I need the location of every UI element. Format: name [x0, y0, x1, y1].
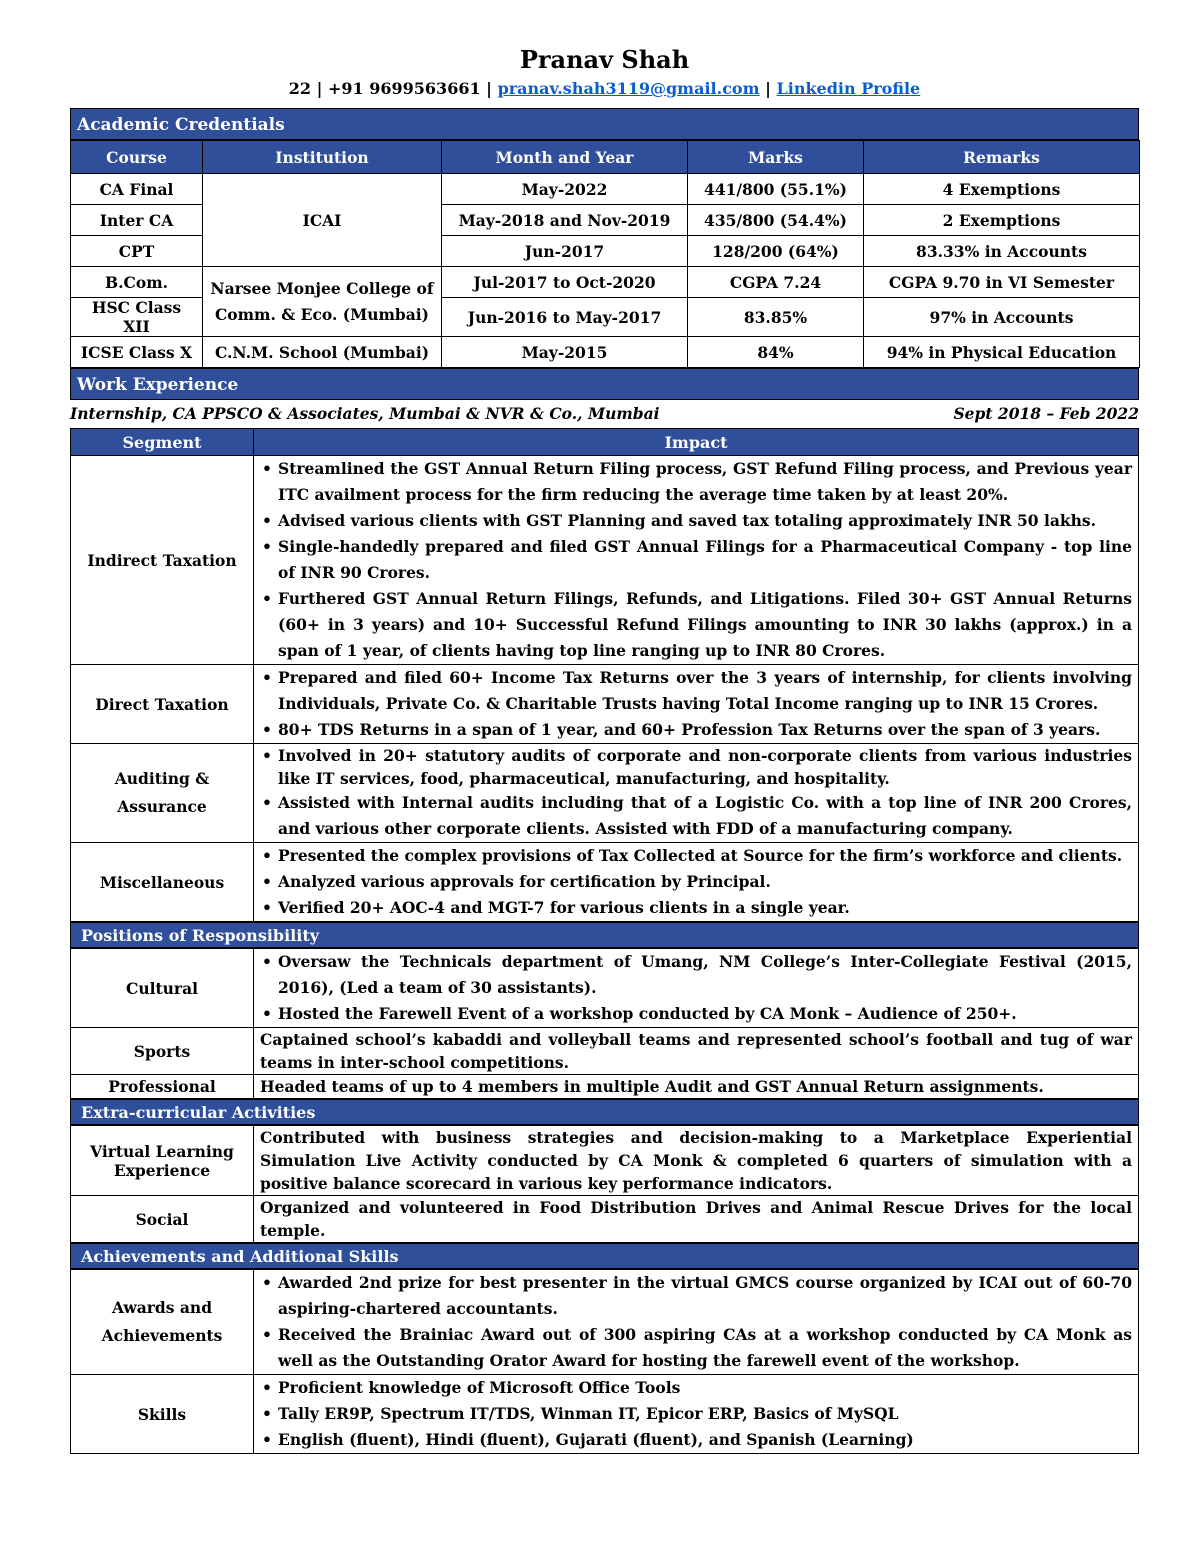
candidate-name: Pranav Shah	[519, 45, 690, 74]
col-impact: Impact	[254, 429, 1139, 456]
table-row	[71, 1375, 1139, 1454]
table-row	[71, 1075, 1139, 1099]
cell-date: Jul-2017 to Oct-2020	[442, 267, 688, 298]
cell-institution: C.N.M. School (Mumbai)	[203, 337, 442, 368]
cell-date: Jun-2017	[442, 236, 688, 267]
table-row	[71, 843, 1139, 922]
col-marks: Marks	[688, 141, 864, 174]
cell-marks: 84%	[688, 337, 864, 368]
list-item: • Assisted with Internal audits including that of a Logistic Co. with a top line of INR 200 Crores, and various other corporate clients. Assisted with FDD of a manufacturing company.	[278, 790, 1132, 842]
table-row	[71, 744, 1139, 843]
linkedin-link[interactable]: Linkedin Profile	[776, 79, 921, 98]
section-work-title: Work Experience	[70, 368, 1139, 400]
position-text: Headed teams of up to 4 members in multiple Audit and GST Annual Return assignments.	[254, 1075, 1139, 1099]
cell-remarks: 83.33% in Accounts	[864, 236, 1140, 267]
list-item: • Advised various clients with GST Planning and saved tax totaling approximately INR 50 lakhs.	[278, 508, 1132, 534]
cell-date: Jun-2016 to May-2017	[442, 298, 688, 337]
position-text: Captained school’s kabaddi and volleyball teams and represented school’s football and tug of war teams in inter-school competitions.	[254, 1028, 1139, 1075]
impact-list	[260, 665, 1132, 743]
segment-label: Social	[71, 1196, 254, 1243]
impact-list	[260, 1375, 1132, 1453]
cell-date: May-2018 and Nov-2019	[442, 205, 688, 236]
cell-course: CPT	[71, 236, 203, 267]
segment-label: Skills	[71, 1375, 254, 1454]
col-remarks: Remarks	[864, 141, 1140, 174]
list-item: • Single-handedly prepared and filed GST Annual Filings for a Pharmaceutical Company - top line of INR 90 Crores.	[278, 534, 1132, 586]
segment-label: Miscellaneous	[71, 843, 254, 922]
segment-label: Direct Taxation	[71, 665, 254, 744]
list-item: • Involved in 20+ statutory audits of corporate and non-corporate clients from various industries like IT services, food, pharmaceutical, manufacturing, and hospitality.	[278, 744, 1132, 790]
segment-label: Sports	[71, 1028, 254, 1075]
table-row	[71, 1028, 1139, 1075]
activity-text: Organized and volunteered in Food Distribution Drives and Animal Rescue Drives for the local temple.	[254, 1196, 1139, 1243]
col-segment: Segment	[71, 429, 254, 456]
cell-remarks: 94% in Physical Education	[864, 337, 1140, 368]
impact-list	[260, 456, 1132, 664]
list-item: • Prepared and filed 60+ Income Tax Returns over the 3 years of internship, for clients involving Individuals, Private Co. & Charitable Trusts having Total Income ranging up to INR 15 Crores.	[278, 665, 1132, 717]
cell-remarks: CGPA 9.70 in VI Semester	[864, 267, 1140, 298]
list-item: • Analyzed various approvals for certification by Principal.	[278, 869, 1132, 895]
cell-marks: CGPA 7.24	[688, 267, 864, 298]
academic-table	[70, 140, 1140, 368]
col-institution: Institution	[203, 141, 442, 174]
impact-list	[260, 843, 1132, 921]
cell-marks: 441/800 (55.1%)	[688, 174, 864, 205]
extra-table	[70, 1125, 1139, 1243]
activity-text: Contributed with business strategies and decision-making to a Marketplace Experiential Simulation Live Activity conducted by CA Monk & completed 6 quarters of simulation with a positive balance scorecard in various key performance indicators.	[254, 1126, 1139, 1196]
section-extra-title: Extra-curricular Activities	[70, 1099, 1139, 1125]
col-month-year: Month and Year	[442, 141, 688, 174]
phone: +91 9699563661	[328, 79, 481, 98]
segment-label: Professional	[71, 1075, 254, 1099]
cell-institution: Narsee Monjee College of Comm. & Eco. (Mumbai)	[203, 267, 442, 337]
list-item: • Awarded 2nd prize for best presenter in the virtual GMCS course organized by ICAI out of 60-70 aspiring-chartered accountants.	[278, 1270, 1132, 1322]
table-row	[71, 337, 1140, 368]
cell-date: May-2015	[442, 337, 688, 368]
list-item: • Tally ER9P, Spectrum IT/TDS, Winman IT, Epicor ERP, Basics of MySQL	[278, 1401, 1132, 1427]
internship-line	[70, 400, 1139, 428]
table-row	[71, 456, 1139, 665]
cell-course: B.Com.	[71, 267, 203, 298]
resume-page	[70, 42, 1139, 1454]
cell-marks: 435/800 (54.4%)	[688, 205, 864, 236]
segment-label: Awards and Achievements	[71, 1270, 254, 1375]
section-achievements-title: Achievements and Additional Skills	[70, 1243, 1139, 1269]
internship-period: Sept 2018 – Feb 2022	[953, 404, 1139, 423]
cell-remarks: 97% in Accounts	[864, 298, 1140, 337]
cell-marks: 83.85%	[688, 298, 864, 337]
table-row	[71, 267, 1140, 298]
list-item: • Furthered GST Annual Return Filings, Refunds, and Litigations. Filed 30+ GST Annual Returns (60+ in 3 years) and 10+ Successful Refund Filings amounting to INR 30 lakhs (approx.) in a span of 1 year, of clients having top line ranging up to INR 80 Crores.	[278, 586, 1132, 664]
cell-institution: ICAI	[203, 174, 442, 267]
list-item: • Proficient knowledge of Microsoft Office Tools	[278, 1375, 1132, 1401]
segment-label: Indirect Taxation	[71, 456, 254, 665]
table-row	[71, 949, 1139, 1028]
cell-course: ICSE Class X	[71, 337, 203, 368]
age: 22	[288, 79, 312, 98]
internship-title: Internship, CA PPSCO & Associates, Mumbai & NVR & Co., Mumbai	[70, 404, 660, 423]
cell-remarks: 2 Exemptions	[864, 205, 1140, 236]
positions-table	[70, 948, 1139, 1099]
cell-course: CA Final	[71, 174, 203, 205]
work-table	[70, 428, 1139, 922]
table-row	[71, 1270, 1139, 1375]
impact-list	[260, 949, 1132, 1027]
list-item: • Streamlined the GST Annual Return Filing process, GST Refund Filing process, and Previous year ITC availment process for the firm reducing the average time taken by at least 20%.	[278, 456, 1132, 508]
table-row	[71, 1126, 1139, 1196]
list-item: • 80+ TDS Returns in a span of 1 year, and 60+ Profession Tax Returns over the span of 3 years.	[278, 717, 1132, 743]
table-row	[71, 1196, 1139, 1243]
cell-remarks: 4 Exemptions	[864, 174, 1140, 205]
cell-course: Inter CA	[71, 205, 203, 236]
impact-list	[260, 744, 1132, 842]
cell-date: May-2022	[442, 174, 688, 205]
list-item: • Presented the complex provisions of Tax Collected at Source for the firm’s workforce and clients.	[278, 843, 1132, 869]
achievements-table	[70, 1269, 1139, 1454]
list-item: • English (fluent), Hindi (fluent), Gujarati (fluent), and Spanish (Learning)	[278, 1427, 1132, 1453]
section-positions-title: Positions of Responsibility	[70, 922, 1139, 948]
email-link[interactable]: pranav.shah3119@gmail.com	[497, 79, 760, 98]
list-item: • Oversaw the Technicals department of Umang, NM College’s Inter-Collegiate Festival (2015, 2016), (Led a team of 30 assistants).	[278, 949, 1132, 1001]
cell-marks: 128/200 (64%)	[688, 236, 864, 267]
segment-label: Virtual Learning Experience	[71, 1126, 254, 1196]
col-course: Course	[71, 141, 203, 174]
list-item: • Verified 20+ AOC-4 and MGT-7 for various clients in a single year.	[278, 895, 1132, 921]
contact-line: 22 | +91 9699563661 | pranav.shah3119@gmail.com | Linkedin Profile	[288, 79, 921, 98]
impact-list	[260, 1270, 1132, 1374]
table-row	[71, 665, 1139, 744]
table-row	[71, 174, 1140, 205]
list-item: • Hosted the Farewell Event of a workshop conducted by CA Monk – Audience of 250+.	[278, 1001, 1132, 1027]
segment-label: Cultural	[71, 949, 254, 1028]
cell-course: HSC Class XII	[71, 298, 203, 337]
list-item: • Received the Brainiac Award out of 300 aspiring CAs at a workshop conducted by CA Monk as well as the Outstanding Orator Award for hosting the farewell event of the workshop.	[278, 1322, 1132, 1374]
segment-label: Auditing & Assurance	[71, 744, 254, 843]
section-academic-title: Academic Credentials	[70, 108, 1139, 140]
